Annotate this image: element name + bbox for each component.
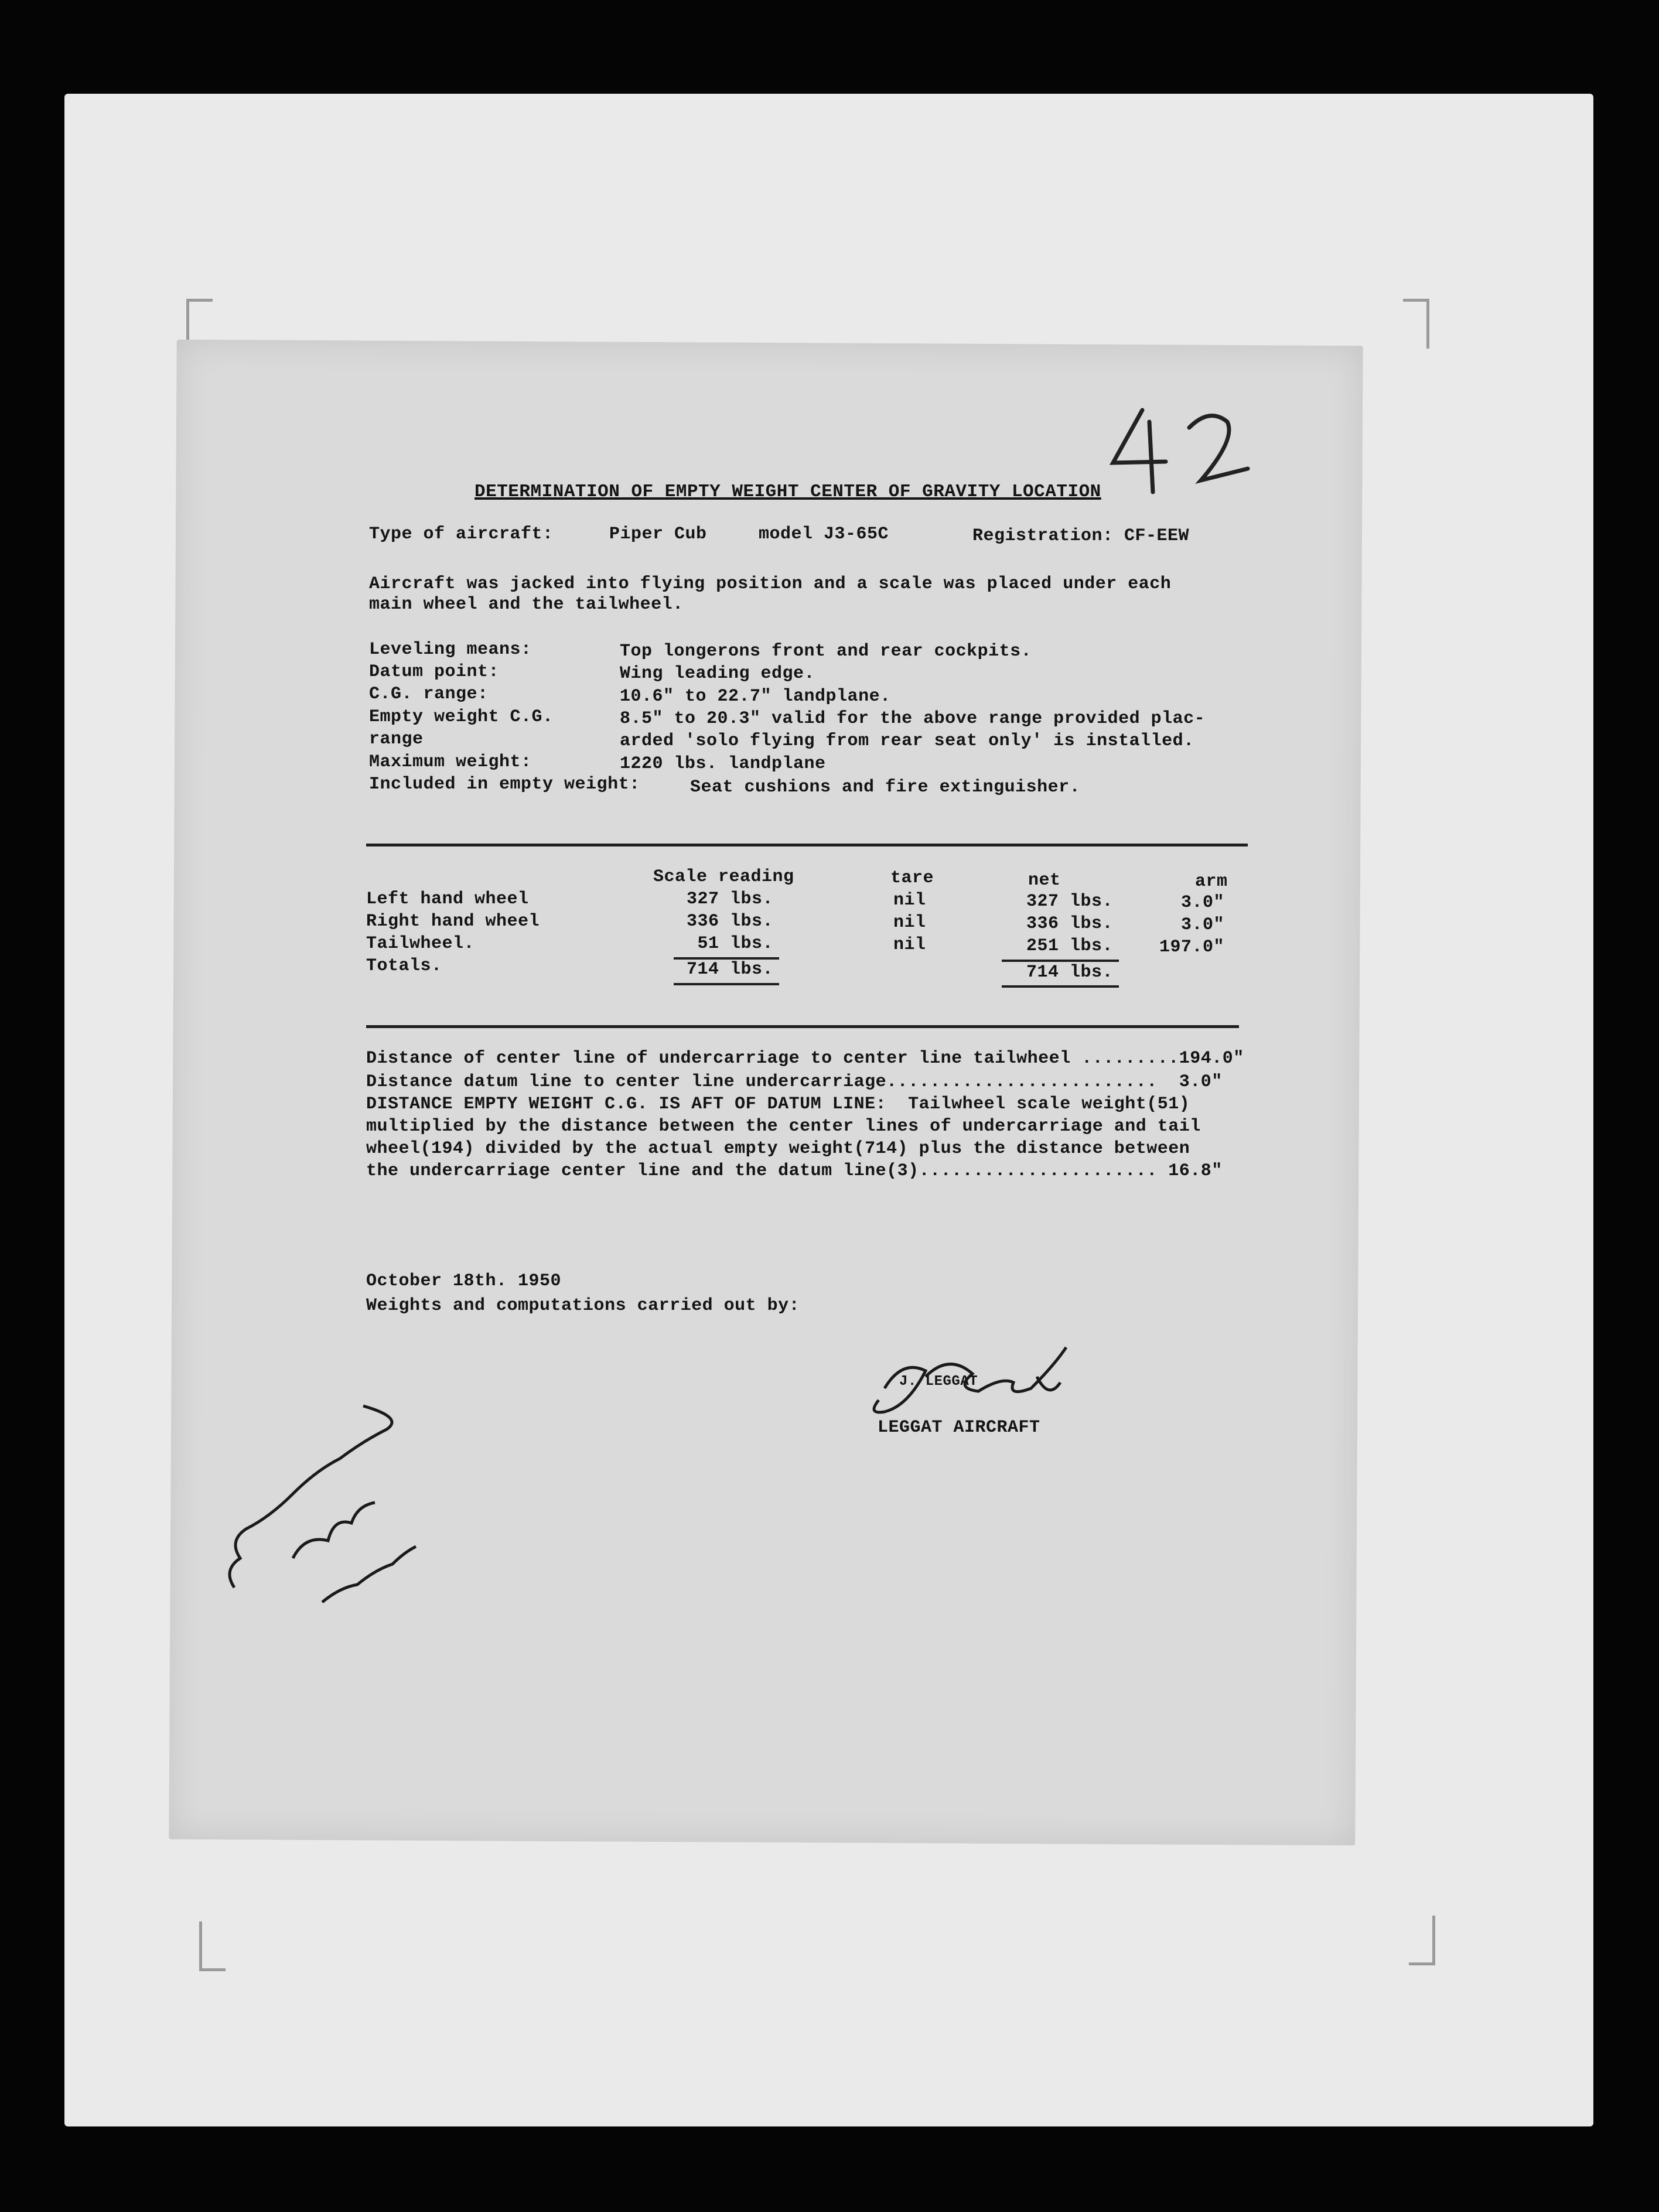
document-sheet [169,340,1363,1846]
document-date: October 18th. 1950 [366,1271,562,1291]
company-name: LEGGAT AIRCRAFT [878,1418,1040,1438]
row-right-wheel-tare: nil [893,913,926,933]
signature-name: J. LEGGAT [899,1374,978,1390]
datum-label: Datum point: [369,662,500,682]
reading-total-line [674,983,779,985]
header-net: net [1028,871,1061,890]
divider-bottom [366,1025,1239,1028]
included-value: Seat cushions and fire extinguisher. [690,777,1081,797]
row-right-wheel-reading: 336 lbs. [686,912,773,931]
header-arm: arm [1195,872,1228,892]
net-subtotal-line [1002,960,1119,962]
computation-line-5: wheel(194) divided by the actual empty weight(714) plus the distance between [366,1139,1190,1159]
totals-reading: 714 lbs. [686,960,773,979]
datum-value: Wing leading edge. [620,664,815,684]
net-total-line [1002,985,1119,988]
totals-net: 714 lbs. [1026,962,1113,982]
totals-label: Totals. [366,956,442,976]
row-left-wheel-tare: nil [893,890,926,910]
intro-line-2: main wheel and the tailwheel. [369,595,684,615]
crop-mark-bottom-left [199,1921,226,1971]
computation-line-3: DISTANCE EMPTY WEIGHT C.G. IS AFT OF DATUM LINE: Tailwheel scale weight(51) [366,1094,1190,1114]
row-tailwheel-arm: 197.0" [1159,937,1224,957]
carried-out-by: Weights and computations carried out by: [366,1296,800,1316]
computation-line-4: multiplied by the distance between the center lines of undercarriage and tail [366,1117,1201,1136]
row-tailwheel-label: Tailwheel. [366,934,475,954]
intro-line-1: Aircraft was jacked into flying position and a scale was placed under each [369,574,1172,594]
computation-line-6: the undercarriage center line and the datum line(3)...................... 16.8" [366,1161,1223,1181]
empty-cg-label-2: range [369,729,424,749]
empty-cg-value-2: arded 'solo flying from rear seat only' is installed. [620,731,1194,751]
row-right-wheel-label: Right hand wheel [366,912,540,931]
aircraft-type-value: Piper Cub [609,524,707,544]
page-number-handwritten [1101,398,1265,498]
row-tailwheel-reading: 51 lbs. [697,934,773,954]
leveling-value: Top longerons front and rear cockpits. [620,641,1032,661]
document-title: DETERMINATION OF EMPTY WEIGHT CENTER OF GRAVITY LOCATION [475,482,1101,502]
empty-cg-value-1: 8.5" to 20.3" valid for the above range provided plac- [620,709,1206,729]
row-tailwheel-tare: nil [893,935,926,955]
max-weight-value: 1220 lbs. landplane [620,754,826,774]
crop-mark-bottom-right [1409,1916,1435,1965]
row-left-wheel-arm: 3.0" [1180,893,1224,913]
computation-line-2: Distance datum line to center line undercarriage......................... 3.0" [366,1072,1223,1092]
header-scale-reading: Scale reading [653,867,794,887]
handwritten-approval-note [211,1394,445,1617]
row-left-wheel-reading: 327 lbs. [686,889,773,909]
header-tare: tare [890,868,934,888]
empty-cg-label-1: Empty weight C.G. [369,707,554,727]
row-right-wheel-net: 336 lbs. [1026,914,1113,934]
computation-line-1: Distance of center line of undercarriage to center line tailwheel .........194.0" [366,1049,1244,1069]
row-right-wheel-arm: 3.0" [1180,915,1224,935]
included-label: Included in empty weight: [369,774,640,794]
aircraft-type-label: Type of aircraft: [369,524,554,544]
row-left-wheel-label: Left hand wheel [366,889,529,909]
cg-range-value: 10.6" to 22.7" landplane. [620,687,891,706]
cg-range-label: C.G. range: [369,684,489,704]
max-weight-label: Maximum weight: [369,752,532,772]
row-left-wheel-net: 327 lbs. [1026,892,1113,912]
crop-mark-top-right [1403,299,1429,349]
aircraft-model: model J3-65C [759,524,889,544]
row-tailwheel-net: 251 lbs. [1026,936,1113,956]
aircraft-registration: Registration: CF-EEW [972,526,1190,546]
leveling-label: Leveling means: [369,640,532,660]
divider-top [366,844,1248,846]
